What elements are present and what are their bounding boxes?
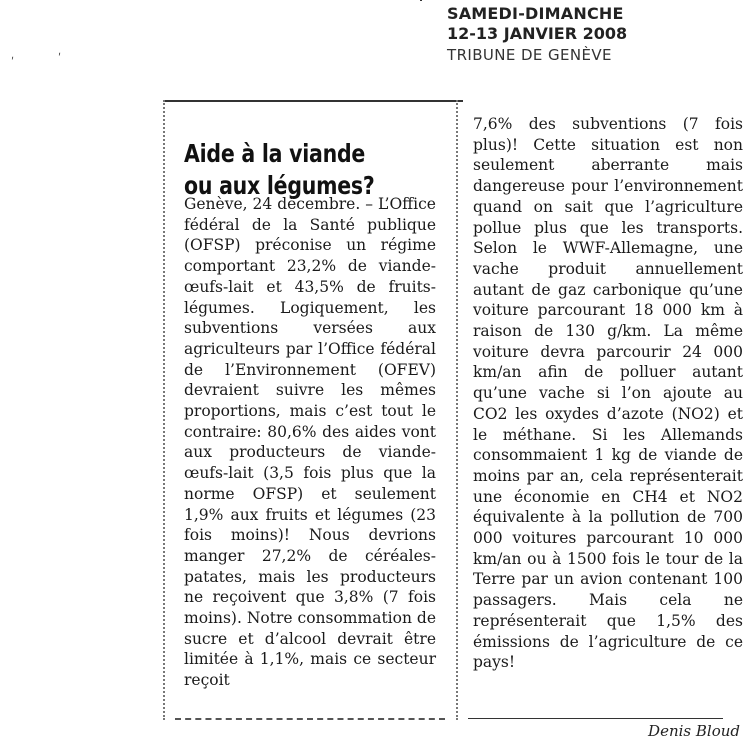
bottom-rule-right <box>468 718 723 719</box>
masthead <box>447 4 747 66</box>
article-column-1: Genève, 24 décembre. – L’Office fédéral de la Santé publique (OFSP) préconise un régime comportant 23,2% de viande-œufs-lait et 43,5% de fruits-légumes. Logiquement, les subventions versées aux agriculteurs par l’Office fédéral de l’Environnement (OFEV) devraient suivre les mêmes proportions, mais c’est tout le contraire: 80,6% des aides vont aux producteurs de viande-œufs-lait (3,5 fois plus que la norme OFSP) et seulement 1,9% aux fruits et légumes (23 fois moins)! Nous devrions manger 27,2% de céréales-patates, mais les producteurs ne reçoivent que 3,8% (7 fois moins). Notre consommation de sucre et d’alcool devrait être limitée à 1,1%, mais ce secteur reçoit <box>184 195 436 690</box>
masthead-date: 12-13 JANVIER 2008 <box>447 24 628 43</box>
left-column-rule <box>163 100 165 720</box>
masthead-paper: TRIBUNE DE GENÈVE <box>447 46 612 64</box>
scan-mark: ʹ <box>11 56 15 69</box>
article-top-rule <box>163 100 463 102</box>
article-column-2: 7,6% des subventions (7 fois plus)! Cette situation est non seulement aberrante mais dangereuse pour l’environnement quand on sait que l’agriculture pollue plus que les transports. Selon le WWF-Allemagne, une vache produit annuellement autant de gaz carbonique qu’une voiture parcourant 18 000 km à raison de 130 g/km. La même voiture devra parcourir 24 000 km/an afin de polluer autant qu’une vache si l’on ajoute au CO2 les oxydes d’azote (NO2) et le méthane. Si les Allemands consommaient 1 kg de viande de moins par an, cela représenterait une économie en CH4 et NO2 équivalente à la pollution de 700 000 voitures parcourant 10 000 km/an ou à 1500 fois le tour de la Terre par un avion contenant 100 passagers. Mais cela ne représenterait que 1,5% des émissions de l’agriculture de ce pays! <box>473 115 743 672</box>
masthead-day: SAMEDI-DIMANCHE <box>447 4 624 23</box>
article-headline: Aide à la viande ou aux légumes? <box>184 138 375 200</box>
top-divider <box>420 0 422 1</box>
scan-mark: ʹ <box>58 52 62 65</box>
column-divider <box>456 100 458 720</box>
signature: Denis Bloud <box>648 722 740 740</box>
bottom-rule-left <box>175 718 445 720</box>
